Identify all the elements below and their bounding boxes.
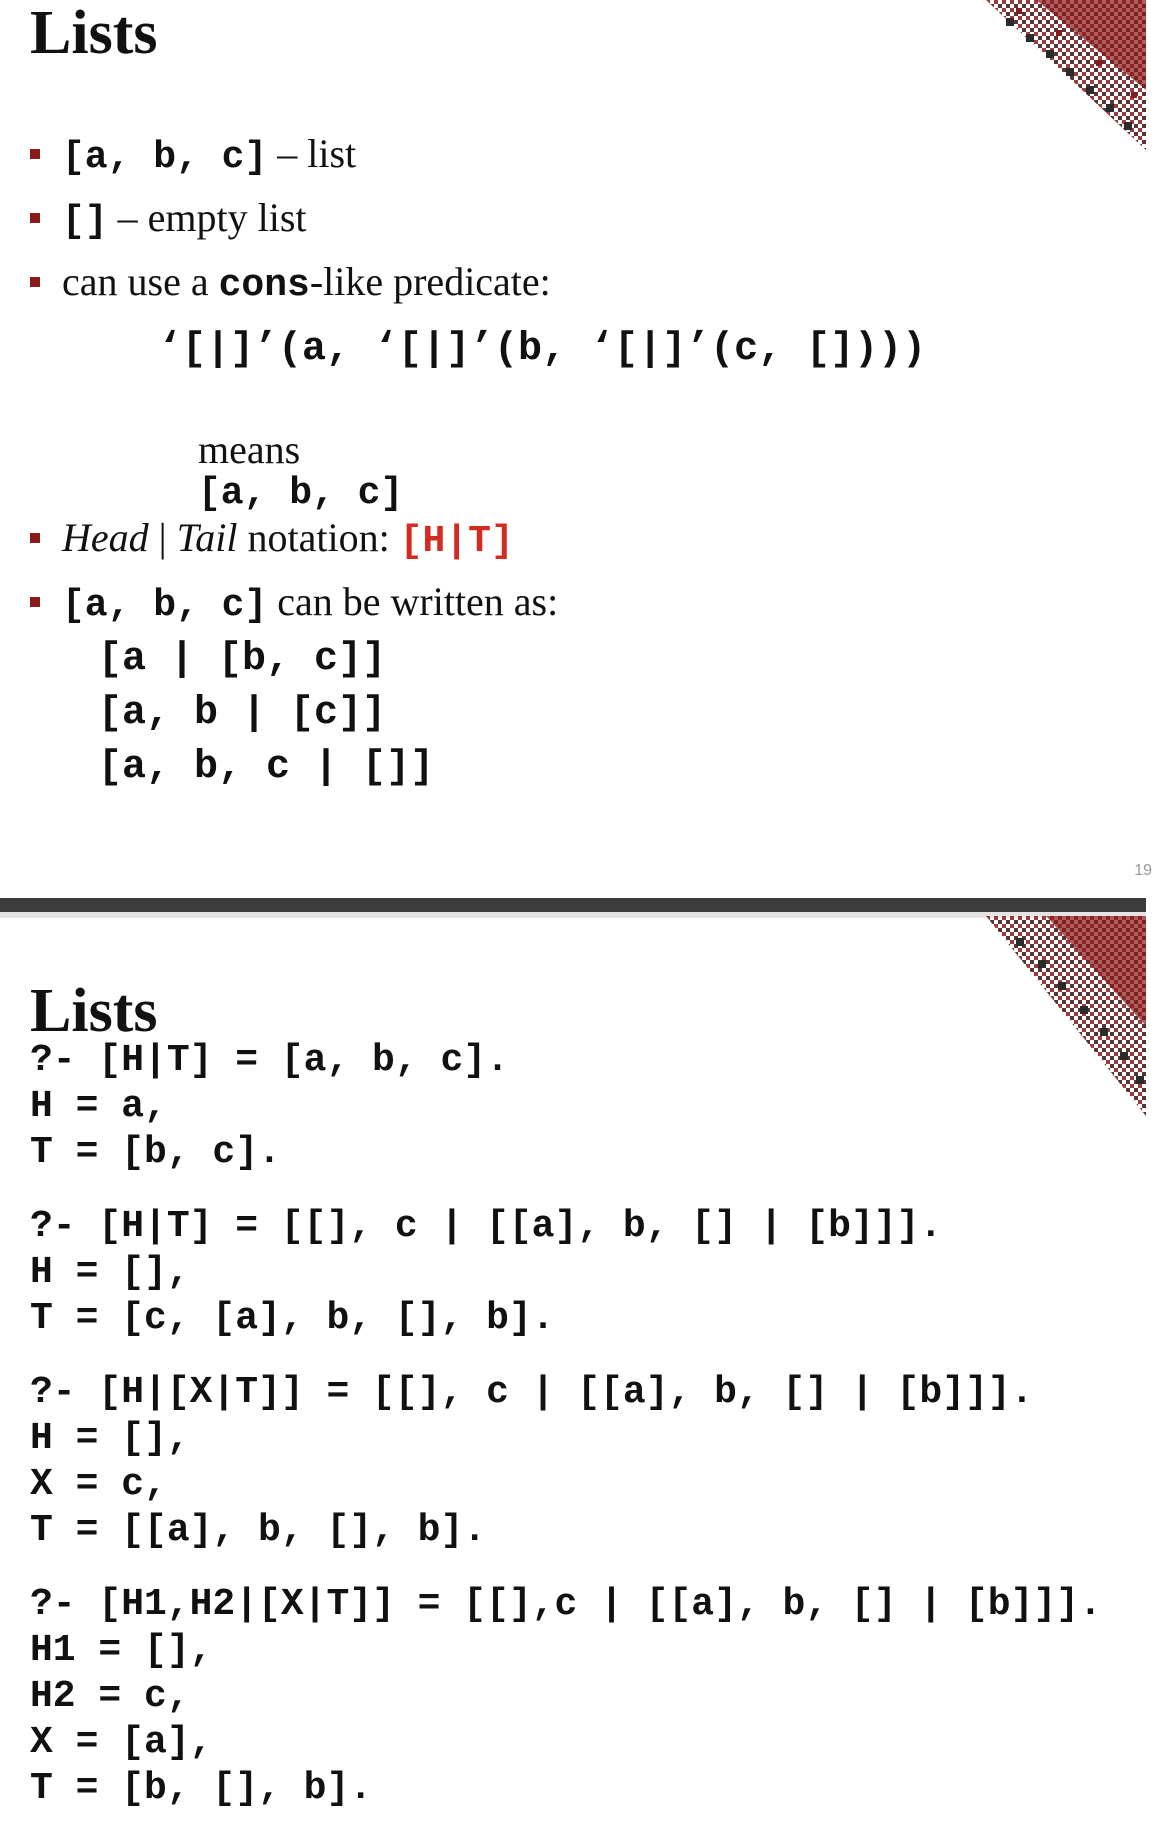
result-line: H = [],: [30, 1417, 190, 1460]
embroidery-ornament-icon: [946, 916, 1146, 1116]
bullet-written-as: [a, b, c] can be written as:: [30, 582, 558, 625]
result-line: H2 = c,: [30, 1675, 190, 1718]
slide-2: [0, 918, 1146, 1840]
query-3: ?- [H|[X|T]] = [[], c | [[a], b, [] | [b]]].: [30, 1371, 1034, 1414]
result-line: X = c,: [30, 1463, 167, 1506]
result-line: T = [[a], b, [], b].: [30, 1509, 487, 1552]
query-4: ?- [H1,H2|[X|T]] = [[],c | [[a], b, [] | [b]]].: [30, 1583, 1102, 1626]
bullet-head-tail: Head | Tail notation: [H|T]: [30, 518, 514, 561]
slide-title: Lists: [30, 0, 158, 67]
form-3: [a, b, c | []]: [98, 745, 435, 790]
cons-code: ‘[|]’(a, ‘[|]’(b, ‘[|]’(c, []))): [158, 327, 927, 372]
means-line: means [a, b, c]: [198, 427, 404, 515]
result-line: H = [],: [30, 1251, 190, 1294]
bullet-square-icon: [30, 213, 40, 223]
slide-1: [0, 0, 1152, 898]
result-line: H1 = [],: [30, 1629, 213, 1672]
page-number: 19: [1134, 862, 1152, 879]
bullet-square-icon: [30, 149, 40, 159]
result-line: H = a,: [30, 1085, 167, 1128]
query-1: ?- [H|T] = [a, b, c].: [30, 1039, 509, 1082]
slide-title: Lists: [30, 977, 158, 1045]
embroidery-ornament-icon: [946, 0, 1146, 200]
bullet-square-icon: [30, 597, 40, 607]
bullet-list-def: [a, b, c] – list: [30, 134, 356, 177]
result-line: T = [b, c].: [30, 1131, 281, 1174]
slide-separator: [0, 898, 1146, 918]
bullet-cons-predicate: can use a cons-like predicate:: [30, 262, 551, 305]
result-line: T = [b, [], b].: [30, 1767, 373, 1810]
bullet-square-icon: [30, 277, 40, 287]
form-2: [a, b | [c]]: [98, 691, 387, 736]
bullet-square-icon: [30, 533, 40, 543]
result-line: X = [a],: [30, 1721, 213, 1764]
result-line: T = [c, [a], b, [], b].: [30, 1297, 555, 1340]
query-2: ?- [H|T] = [[], c | [[a], b, [] | [b]]].: [30, 1205, 943, 1248]
bullet-empty-list: [] – empty list: [30, 198, 307, 241]
head-tail-code: [H|T]: [399, 520, 514, 563]
form-1: [a | [b, c]]: [98, 637, 387, 682]
